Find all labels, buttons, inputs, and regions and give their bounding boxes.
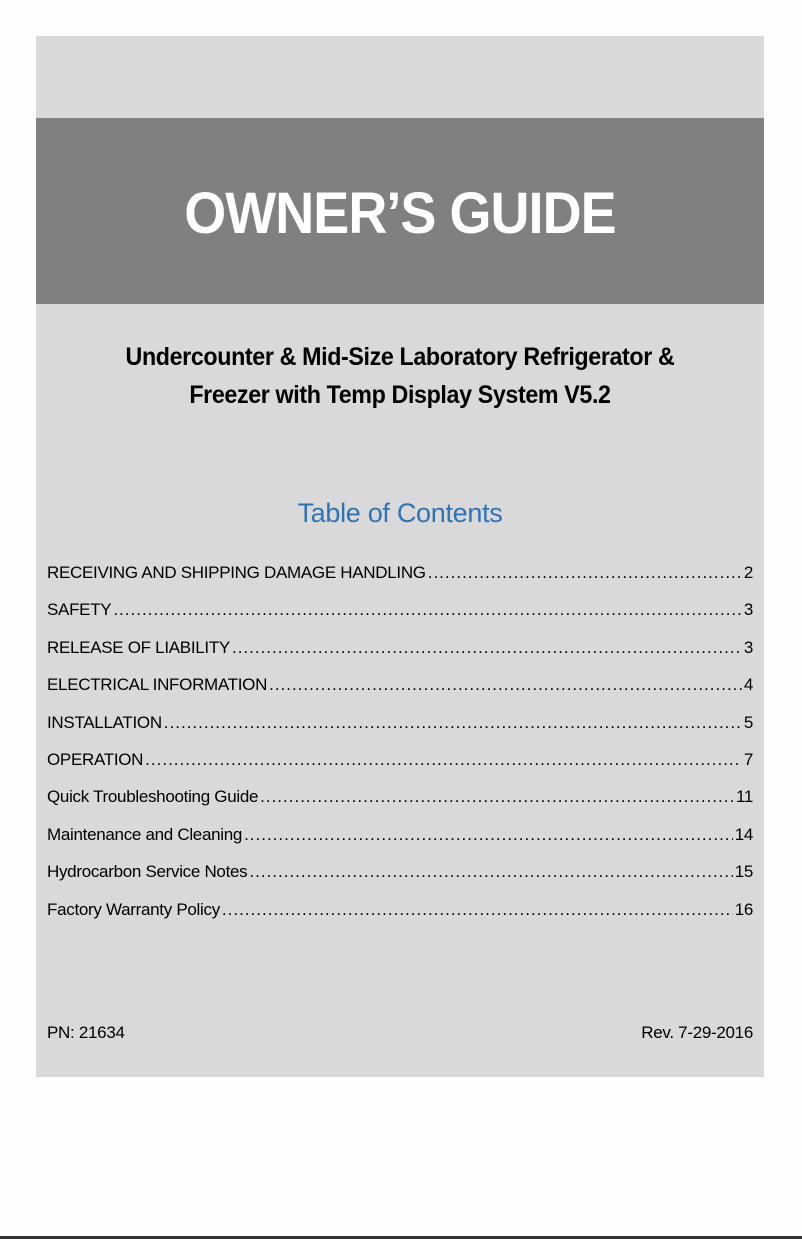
- toc-entry-page: 3: [743, 600, 753, 620]
- toc-entry-page: 16: [734, 899, 753, 919]
- toc-entry-title: Hydrocarbon Service Notes: [47, 862, 248, 882]
- toc-entry-title: ELECTRICAL INFORMATION: [47, 675, 268, 695]
- toc-entry-page: 11: [735, 787, 753, 807]
- table-of-contents: [47, 563, 753, 937]
- toc-entry-page: 4: [743, 675, 753, 695]
- toc-entry-title: Maintenance and Cleaning: [47, 824, 243, 844]
- toc-entry-page: 5: [743, 712, 753, 732]
- toc-dot-leader: [269, 675, 742, 695]
- toc-entry-title: Quick Troubleshooting Guide: [47, 787, 259, 807]
- toc-dot-leader: [260, 787, 734, 807]
- cover-footer: [47, 1023, 753, 1043]
- toc-entry-title: Factory Warranty Policy: [47, 899, 220, 919]
- toc-dot-leader: [145, 750, 742, 770]
- toc-entry-title: RECEIVING AND SHIPPING DAMAGE HANDLING: [47, 563, 426, 582]
- toc-entry-page: 14: [734, 824, 753, 844]
- toc-entry-factory-warranty[interactable]: [47, 900, 753, 937]
- toc-entry-hydrocarbon-service[interactable]: [47, 862, 753, 899]
- toc-dot-leader: [164, 713, 742, 733]
- toc-entry-page: 15: [734, 862, 753, 882]
- toc-entry-title: INSTALLATION: [47, 712, 162, 732]
- toc-entry-operation[interactable]: [47, 750, 753, 787]
- document-subtitle: [36, 338, 764, 414]
- subtitle-line-1: Undercounter & Mid-Size Laboratory Refrigerator &: [125, 343, 675, 371]
- toc-entry-installation[interactable]: [47, 713, 753, 750]
- toc-entry-safety[interactable]: [47, 600, 753, 637]
- toc-dot-leader: [113, 600, 742, 620]
- toc-entry-quick-troubleshooting[interactable]: [47, 787, 753, 824]
- toc-entry-title: OPERATION: [47, 749, 144, 769]
- toc-entry-receiving[interactable]: [47, 563, 753, 600]
- toc-dot-leader: [244, 825, 733, 845]
- toc-dot-leader: [222, 900, 733, 920]
- toc-entry-maintenance-cleaning[interactable]: [47, 825, 753, 862]
- toc-entry-title: SAFETY: [47, 600, 112, 620]
- toc-entry-release-of-liability[interactable]: [47, 638, 753, 675]
- toc-heading: Table of Contents: [297, 498, 503, 528]
- toc-entry-title: RELEASE OF LIABILITY: [47, 637, 230, 657]
- toc-entry-page: 2: [743, 563, 753, 582]
- toc-entry-electrical-information[interactable]: [47, 675, 753, 712]
- toc-dot-leader: [249, 862, 732, 882]
- toc-dot-leader: [428, 563, 742, 583]
- toc-entry-page: 3: [743, 637, 753, 657]
- part-number: PN: 21634: [47, 1023, 125, 1042]
- document-title: OWNER’S GUIDE: [184, 180, 616, 246]
- toc-entry-page: 7: [743, 749, 753, 769]
- cover-panel: [36, 36, 764, 1077]
- title-banner: [36, 118, 764, 304]
- revision-date: Rev. 7-29-2016: [641, 1023, 753, 1042]
- toc-dot-leader: [232, 638, 742, 658]
- subtitle-line-2: Freezer with Temp Display System V5.2: [189, 381, 611, 409]
